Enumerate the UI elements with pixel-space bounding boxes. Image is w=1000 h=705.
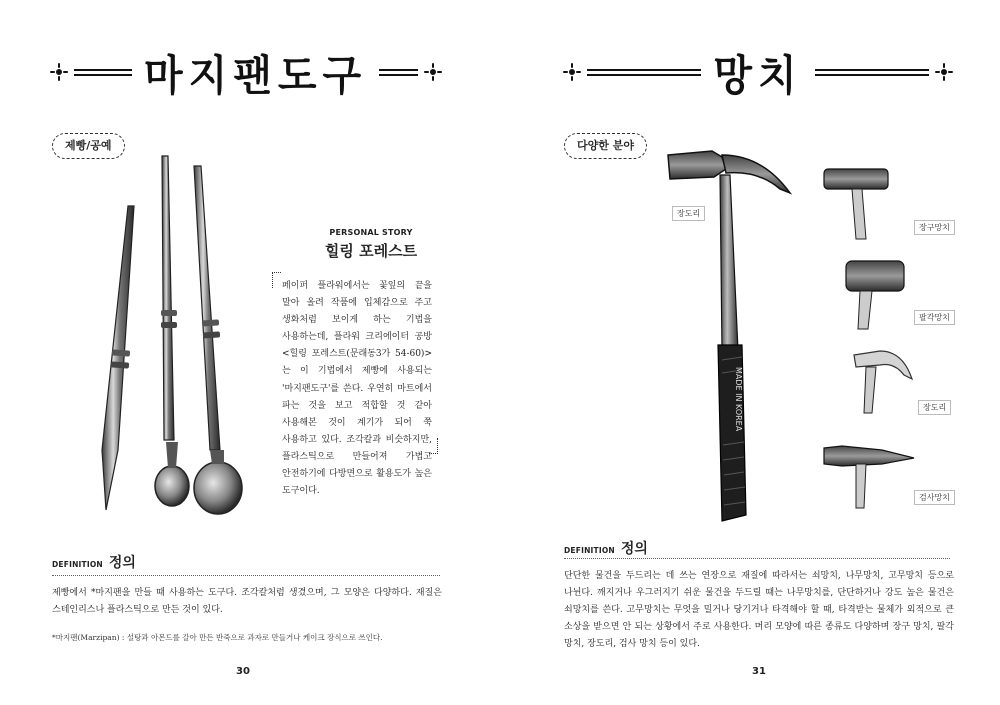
personal-story-title: 힐링 포레스트 (324, 242, 418, 260)
marzipan-tools-illustration (88, 150, 258, 520)
definition-label-en: DEFINITION (52, 560, 103, 569)
definition-divider (564, 558, 950, 559)
sparkle-ornament-icon (935, 63, 953, 81)
page-number: 30 (236, 666, 250, 677)
octagonal-hammer-illustration (840, 255, 910, 330)
page-title: 망치 (713, 51, 803, 100)
definition-heading (52, 552, 136, 572)
title-rule-left (587, 69, 701, 76)
definition-divider (52, 575, 440, 576)
page-number: 31 (752, 666, 766, 677)
title-rule-right (379, 69, 418, 76)
footnote: *마지팬(Marzipan) : 설탕과 아몬드를 갈아 만든 반죽으로 과자로 만들거나 케이크 장식으로 쓰인다. (52, 633, 383, 642)
right-title-banner (563, 42, 953, 102)
definition-heading (564, 538, 648, 558)
sparkle-ornament-icon (424, 63, 442, 81)
right-page (500, 0, 1000, 705)
category-badge: 제빵/공예 (52, 133, 125, 159)
janggu-hammer-illustration (822, 155, 912, 240)
label-claw-hammer: 장도리 (672, 206, 705, 221)
definition-text: 단단한 물건을 두드리는 데 쓰는 연장으로 재질에 따라서는 쇠망치, 나무망치, 고무망치 등으로 나뉜다. 깨지거나 우그러지기 쉬운 물건을 두드릴 때는 나무망치를, 단단하거나 강도 높은 물건은 쇠망치를 쓴다. 고무망치는 무엇을 밀거나 당기거나 타격해야 할 때, 타격받는 물체가 외적으로 큰 소상을 받으면 안 되는 상황에서 주로 사용한다. 머리 모양에 따른 종류도 다양하며 장구 망치, 팔각 망치, 장도리, 검사 망치 등이 있다. (564, 571, 954, 649)
handle-imprint: MADE IN KOREA (734, 367, 743, 432)
marzipan-knife-tool (102, 206, 134, 510)
marzipan-large-spoon-tool (194, 166, 242, 514)
definition-text: 제빵에서 *마지팬을 만들 때 사용하는 도구다. 조각칼처럼 생겼으며, 그 모양은 다양하다. 재질은 스테인리스나 플라스틱으로 만든 것이 있다. (52, 588, 442, 615)
sparkle-ornament-icon (563, 63, 581, 81)
marzipan-small-spoon-tool (155, 156, 189, 506)
definition-label-ko: 정의 (108, 555, 136, 571)
page-title: 마지팬도구 (144, 51, 368, 100)
definition-label-en: DEFINITION (564, 546, 615, 555)
claw-hammer-illustration (662, 145, 802, 530)
personal-story-label: PERSONAL STORY (329, 228, 413, 237)
sparkle-ornament-icon (50, 63, 68, 81)
inspection-hammer-illustration (822, 440, 917, 510)
claw-hammer-small-illustration (850, 345, 915, 415)
left-title-banner (50, 42, 442, 102)
label-claw-hammer-small: 장도리 (918, 400, 951, 415)
frame-corner-top-left (272, 272, 281, 288)
label-inspection-hammer: 검사망치 (914, 490, 955, 505)
label-janggu-hammer: 장구망치 (914, 220, 955, 235)
definition-label-ko: 정의 (620, 541, 648, 557)
personal-story-text: 페이퍼 플라워에서는 꽃잎의 끝을 말아 올려 작품에 입체감으로 주고 생화처럼 보이게 하는 기법을 사용하는데, 플라워 크리에이터 공방 <힐링 포레스트(문래동3가 54-60)>는 이 기법에서 제빵에 사용되는 '마지팬도구'를 쓴다. 우연히 마트에서 파는 것을 보고 적합할 것 같아 사용해본 것이 계기가 되어 쭉 사용하고 있다. 조각칼과 비슷하지만, 플라스틱으로 만들어져 가볍고 안전하기에 다방면으로 활용도가 높은 도구이다. (282, 281, 432, 497)
category-badge: 다양한 분야 (564, 133, 647, 159)
label-octagonal-hammer: 팔각망치 (914, 310, 955, 325)
title-rule-left (74, 69, 132, 76)
title-rule-right (815, 69, 929, 76)
